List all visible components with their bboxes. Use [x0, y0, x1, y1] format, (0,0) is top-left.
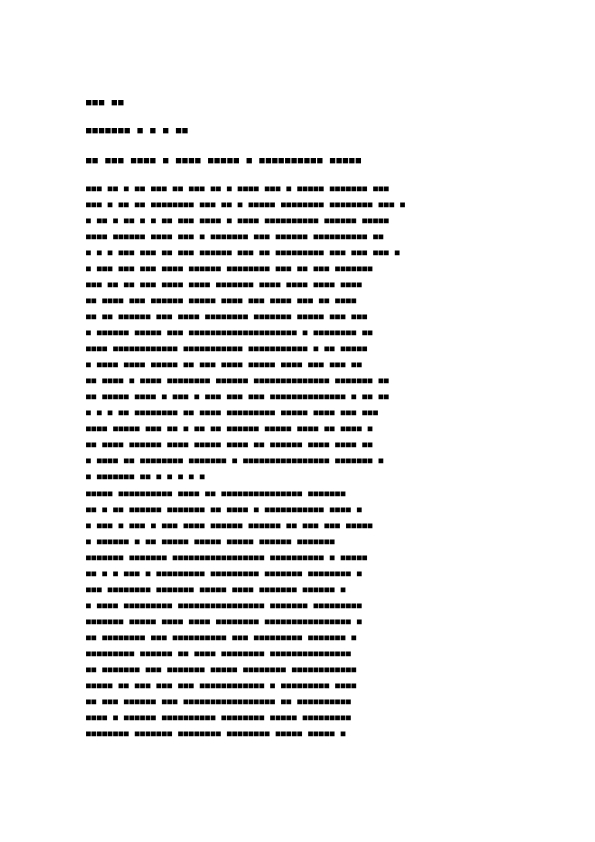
text-line: ■■■■■■■■■ ■■■■■■ ■■ ■■■■ ■■■■■■■■ ■■■■■■■■■■■■■■■ — [86, 649, 352, 658]
text-line: ■■ ■ ■■ ■■■■■■ ■■■■■■■ ■■ ■■■■ ■ ■■■■■■■■■■■ ■■■■ ■ — [86, 505, 363, 514]
text-line: ■ ■ ■ ■■■ ■■■ ■■ ■■■ ■■■■■■ ■■■ ■■ ■■■■■■■■■ ■■■ ■■■ ■■■ ■ — [86, 248, 401, 257]
text-line: ■■■ ■ ■■ ■■ ■■■■■■■■ ■■■ ■■ ■ ■■■■■ ■■■■■■■■ ■■■■■■■■ ■■■ ■ — [86, 200, 406, 209]
text-line: ■■ ■■■ ■■■■■■ ■■■ ■■■■■■■■■■■■■■■■■ ■■ ■■■■■■■■■■ — [86, 697, 352, 706]
text-line: ■■ ■■■■ ■ ■■■■ ■■■■■■■■ ■■■■■■ ■■■■■■■■■■■■■■ ■■■■■■■ ■■ — [86, 376, 390, 385]
text-line: ■ ■■■■■■■ ■■ ■ ■ ■ ■ ■ — [86, 472, 206, 481]
text-line: ■■■■ ■■■■■■■■■■■■ ■■■■■■■■■■■ ■■■■■■■■■■■ ■ ■■ ■■■■■ — [86, 344, 368, 353]
text-line: ■■ ■■■■■■■■ ■■■ ■■■■■■■■■■ ■■■ ■■■■■■■■■ ■■■■■■■ ■ — [86, 633, 357, 642]
text-line: ■■ ■■ ■■■■■■ ■■■ ■■■■ ■■■■■■■■ ■■■■■■■ ■■■■■ ■■■ ■■■ — [86, 312, 368, 321]
text-line: ■■■ ■■ ■■ ■■■ ■■■■ ■■■■ ■■■■■■■ ■■■■ ■■■■ ■■■■ ■■■■ — [86, 280, 363, 289]
text-line: ■■■■■■■■ ■■■■■■■ ■■■■■■■■ ■■■■■■■■ ■■■■■ ■■■■■ ■ — [86, 729, 346, 738]
text-line: ■■■■■■■ ■■■■■■■ ■■■■■■■■■■■■■■■■■ ■■■■■■■■■■ ■ ■■■■■ — [86, 553, 368, 562]
text-line: ■■■■ ■■■■■■ ■■■■ ■■■ ■ ■■■■■■■ ■■■ ■■■■■■ ■■■■■■■■■■ ■■ — [86, 232, 384, 241]
text-line: ■■ ■ ■ ■■■ ■ ■■■■■■■■■ ■■■■■■■■■ ■■■■■■■ ■■■■■■■■ ■ — [86, 569, 363, 578]
text-line: ■■ ■■■■■■■ ■■■ ■■■■■■■ ■■■■■ ■■■■■■■■ ■■■■■■■■■■■■ — [86, 665, 357, 674]
text-line: ■ ■■ ■ ■■ ■ ■ ■■ ■■■ ■■■■ ■ ■■■■ ■■■■■■■■■■ ■■■■■■ ■■■■■ — [86, 216, 390, 225]
text-line: ■■■■■ ■■ ■■■ ■■■ ■■■ ■■■■■■■■■■■■ ■ ■■■■■■■■■ ■■■■ — [86, 681, 357, 690]
text-line: ■■ ■■■■ ■■■■■■ ■■■■ ■■■■■ ■■■■ ■■ ■■■■■■ ■■■■ ■■■■ ■■ — [86, 440, 374, 449]
text-line: ■ ■■■■ ■■ ■■■■■■■■ ■■■■■■■ ■ ■■■■■■■■■■■■■■■■ ■■■■■■■ ■ — [86, 456, 384, 465]
text-line: ■ ■■■■■■ ■ ■■ ■■■■■ ■■■■■ ■■■■■ ■■■■■■ ■■■■■■■ — [86, 537, 336, 546]
text-line: ■■ ■■■■ ■■■ ■■■■■■ ■■■■■ ■■■■ ■■■ ■■■■ ■■■ ■■ ■■■■ — [86, 296, 357, 305]
text-line: ■■■■ ■■■■■ ■■■ ■■ ■ ■■ ■■ ■■■■■■ ■■■■■ ■■■■ ■■ ■■■■ ■ — [86, 424, 374, 433]
paragraph-2 — [86, 486, 511, 742]
paragraph-1 — [86, 181, 511, 485]
text-line: ■ ■■■■ ■■■■ ■■■■■ ■■ ■■■ ■■■■ ■■■■■ ■■■■ ■■■ ■■■ ■■ — [86, 360, 363, 369]
document-title: ■■ ■■■ ■■■■ ■ ■■■■ ■■■■■ ■ ■■■■■■■■■■ ■■■■■ — [86, 156, 362, 166]
text-line: ■■■ ■■ ■ ■■ ■■■ ■■ ■■■ ■■ ■ ■■■■ ■■■ ■ ■■■■■ ■■■■■■■ ■■■ — [86, 184, 390, 193]
text-line: ■ ■■■■■■ ■■■■■ ■■■ ■■■■■■■■■■■■■■■■■■■■ ■ ■■■■■■■■ ■■ — [86, 328, 374, 337]
header-line-2: ■■■■■■■ ■ ■ ■ ■■ — [86, 126, 189, 136]
text-line: ■■ ■■■■■ ■■■■ ■ ■■■ ■ ■■■ ■■■ ■■■ ■■■■■■■■■■■■■■ ■ ■■ ■■ — [86, 392, 390, 401]
text-line: ■ ■■■ ■■■ ■■■ ■■■■ ■■■■■■ ■■■■■■■■ ■■■ ■■ ■■■ ■■■■■■■ — [86, 264, 374, 273]
text-line: ■■■■ ■ ■■■■■■ ■■■■■■■■■■ ■■■■■■■■ ■■■■■ ■■■■■■■■■ — [86, 713, 352, 722]
header-line-1: ■■■ ■■ — [86, 98, 125, 108]
text-line: ■■■■■ ■■■■■■■■■■ ■■■■ ■■ ■■■■■■■■■■■■■■■ ■■■■■■■ — [86, 489, 346, 498]
text-line: ■ ■ ■ ■■ ■■■■■■■■ ■■ ■■■■ ■■■■■■■■■ ■■■■■ ■■■■ ■■■ ■■■ — [86, 408, 379, 417]
text-line: ■ ■■■■ ■■■■■■■■■ ■■■■■■■■■■■■■■■■ ■■■■■■■ ■■■■■■■■■ — [86, 601, 363, 610]
text-line: ■■■ ■■■■■■■■ ■■■■■■■ ■■■■■ ■■■■ ■■■■■■■ ■■■■■■ ■ — [86, 585, 346, 594]
text-line: ■ ■■■ ■ ■■■ ■ ■■■ ■■■■ ■■■■■■ ■■■■■■ ■■ ■■■ ■■■ ■■■■■ — [86, 521, 374, 530]
text-line: ■■■■■■■ ■■■■■ ■■■■ ■■■■ ■■■■■■■■ ■■■■■■■■■■■■■■■■ ■ — [86, 617, 363, 626]
